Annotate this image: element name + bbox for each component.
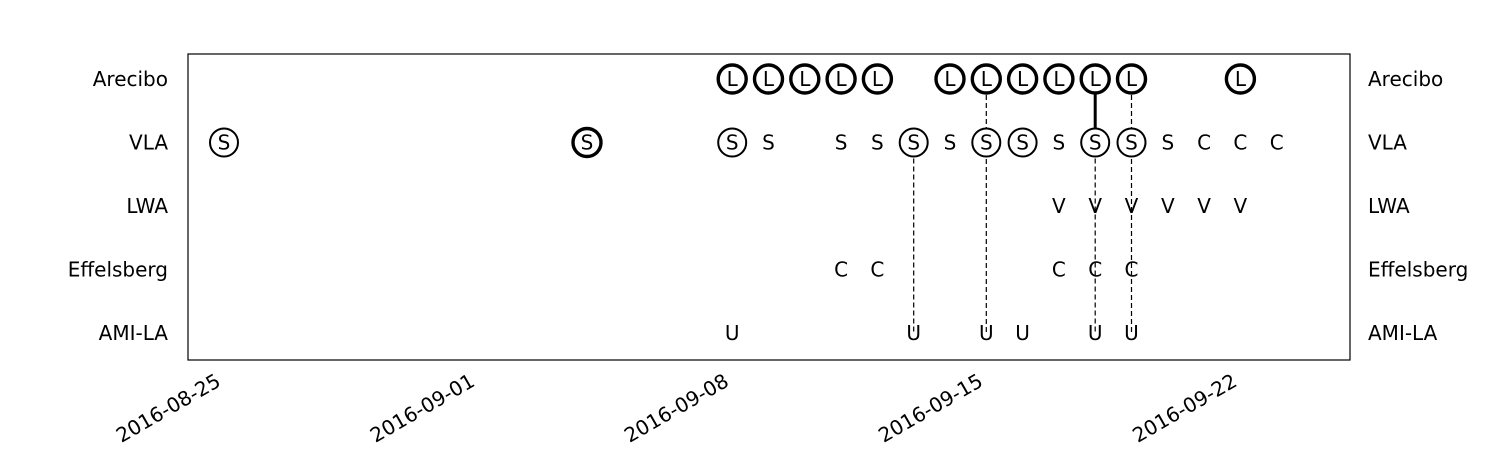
observation-marker — [573, 129, 601, 157]
observation-marker — [900, 129, 928, 157]
observation-code: U — [724, 321, 740, 345]
observation-marker — [1197, 194, 1211, 218]
observation-marker — [1125, 194, 1139, 218]
observation-code: L — [835, 67, 847, 91]
observation-marker — [1124, 321, 1139, 345]
observation-code: U — [1124, 321, 1139, 345]
observation-code: U — [978, 321, 994, 345]
observation-marker — [1052, 258, 1066, 282]
observation-code: V — [1052, 194, 1066, 218]
observation-code: L — [871, 67, 883, 91]
observation-code: S — [871, 130, 884, 155]
observation-code: S — [1125, 130, 1138, 155]
observation-code: C — [870, 257, 885, 282]
observation-code: C — [834, 257, 849, 282]
observation-marker — [936, 65, 964, 93]
observation-marker — [1125, 258, 1139, 282]
observation-marker — [1053, 131, 1066, 155]
observation-code: C — [1197, 130, 1212, 155]
observation-marker — [1234, 194, 1248, 218]
observation-code: C — [1088, 257, 1103, 282]
observation-code: S — [943, 130, 957, 155]
observation-marker — [210, 129, 238, 157]
observation-marker — [972, 65, 1000, 93]
row-label-right: AMI-LA — [1368, 321, 1438, 345]
observation-marker — [1088, 321, 1103, 345]
observation-marker — [1081, 129, 1109, 157]
observation-code: V — [1233, 194, 1248, 218]
observation-code: S — [907, 130, 921, 155]
observation-code: L — [944, 67, 956, 91]
observation-code: V — [1124, 194, 1139, 218]
x-tick-label: 2016-09-08 — [620, 368, 733, 448]
observation-code: S — [979, 130, 993, 155]
observation-code: S — [1088, 130, 1102, 155]
observation-code: S — [762, 130, 775, 155]
observation-code: C — [1269, 130, 1284, 155]
observation-code: S — [1016, 130, 1029, 155]
plot-frame — [188, 54, 1350, 360]
observation-marker — [718, 65, 746, 93]
observation-marker — [1015, 321, 1030, 345]
observation-marker — [755, 65, 783, 93]
observation-marker — [1197, 131, 1211, 155]
row-label-right: VLA — [1368, 130, 1407, 155]
observation-marker — [835, 131, 848, 155]
observation-code: L — [726, 67, 738, 91]
x-tick-label: 2016-09-15 — [874, 368, 987, 448]
observation-code: L — [762, 67, 775, 91]
row-label-left: Arecibo — [92, 67, 168, 91]
observation-code: U — [1015, 321, 1030, 345]
observation-marker — [1161, 194, 1175, 218]
observation-code: C — [1233, 130, 1248, 155]
observation-marker — [979, 321, 994, 345]
x-tick-label: 2016-09-22 — [1128, 368, 1241, 448]
observation-code: C — [1124, 257, 1139, 282]
observation-marker — [863, 65, 891, 93]
observation-marker — [1270, 131, 1284, 155]
observation-code: U — [1087, 321, 1103, 345]
observation-marker — [1009, 129, 1037, 157]
observation-code: S — [725, 130, 739, 155]
x-axis-ticks — [112, 369, 1241, 448]
observation-code: U — [906, 321, 922, 345]
observation-code: L — [1053, 67, 1065, 91]
observation-marker — [1118, 129, 1146, 157]
observation-code: L — [1089, 67, 1101, 91]
observation-marker — [906, 321, 921, 345]
observation-marker — [972, 129, 1000, 157]
row-label-left: Effelsberg — [67, 257, 168, 282]
observation-code: S — [834, 130, 848, 155]
observation-marker — [725, 321, 740, 345]
observation-marker — [871, 131, 884, 155]
observation-code: V — [1197, 194, 1211, 218]
observation-code: L — [1017, 67, 1029, 91]
row-label-right: Arecibo — [1368, 67, 1444, 91]
observation-code: L — [1125, 67, 1138, 91]
observation-code: S — [1161, 130, 1175, 155]
row-label-left: VLA — [129, 130, 168, 155]
observation-marker — [870, 258, 884, 282]
observation-code: L — [980, 67, 992, 91]
observation-code: S — [580, 130, 594, 155]
observation-marker — [1045, 65, 1073, 93]
observation-marker — [762, 131, 775, 155]
row-label-right: Effelsberg — [1368, 257, 1469, 282]
observation-marker — [718, 129, 746, 157]
observation-marker — [1233, 131, 1247, 155]
observation-marker — [1226, 65, 1254, 93]
observation-marker — [1088, 258, 1102, 282]
observation-marker — [1052, 194, 1066, 218]
observation-marker — [1009, 65, 1037, 93]
observation-marker — [944, 131, 957, 155]
row-labels-layer — [68, 67, 1469, 345]
marks-layer — [210, 65, 1284, 345]
row-label-right: LWA — [1368, 194, 1410, 218]
observation-code: V — [1088, 194, 1103, 218]
observation-marker — [791, 65, 819, 93]
observation-code: S — [217, 130, 231, 155]
observation-marker — [1161, 131, 1174, 155]
observation-code: V — [1160, 194, 1175, 218]
observation-marker — [1088, 194, 1102, 218]
x-tick-label: 2016-08-25 — [111, 368, 225, 448]
observation-code: C — [1051, 257, 1066, 282]
row-label-left: AMI-LA — [98, 321, 168, 345]
observation-marker — [1081, 65, 1109, 93]
observation-marker — [1118, 65, 1146, 93]
observation-code: S — [1052, 130, 1066, 155]
observation-code: L — [1234, 67, 1246, 91]
x-tick-label: 2016-09-01 — [365, 368, 479, 448]
observation-marker — [827, 65, 855, 93]
observation-marker — [834, 258, 848, 282]
observation-code: L — [799, 67, 811, 91]
row-label-left: LWA — [126, 194, 168, 218]
